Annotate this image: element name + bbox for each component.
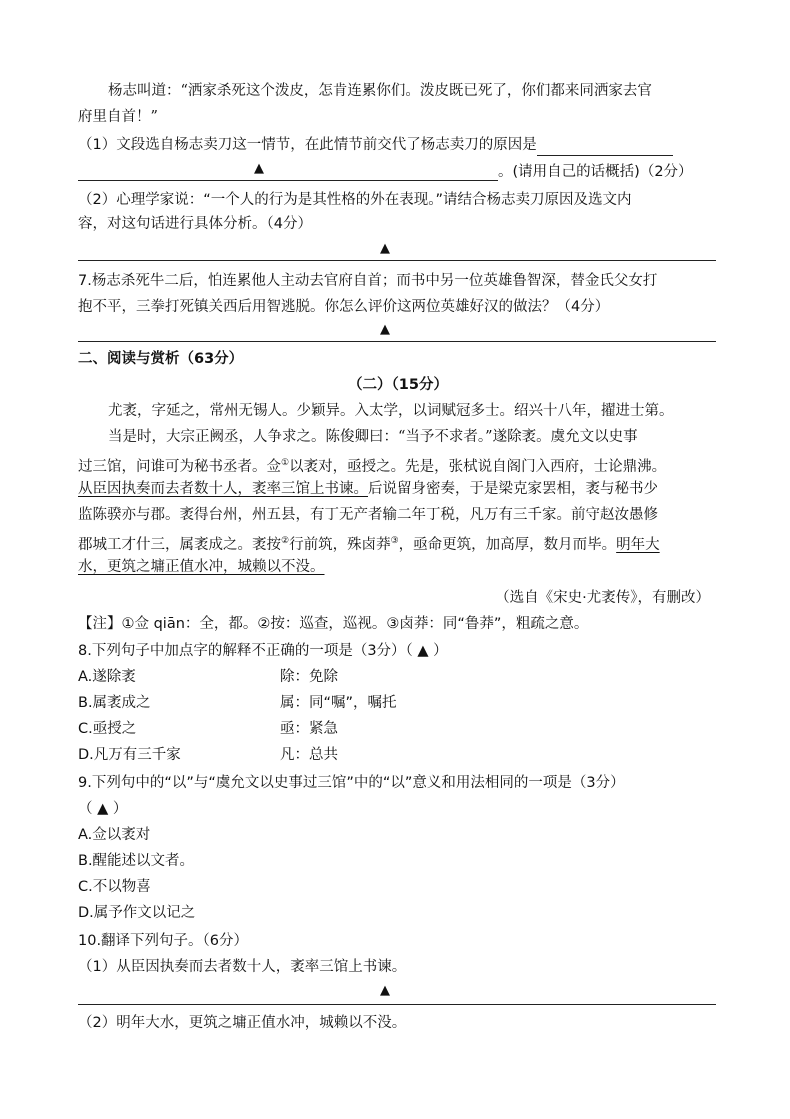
- underlined-sentence-2-cont: 水，更筑之墉正值水冲，城赖以不没。: [78, 559, 325, 575]
- q6-part1-tail: 。(请用自己的话概括)（2分）: [498, 164, 693, 180]
- passage-line-4: [78, 478, 718, 500]
- note-mark: ①: [281, 458, 290, 468]
- q8-option-c[interactable]: [78, 718, 718, 740]
- answer-line[interactable]: [78, 1004, 716, 1005]
- note-mark: ②: [281, 536, 290, 546]
- triangle-mark: ▲: [254, 161, 264, 176]
- option-text: C.亟授之: [78, 721, 137, 737]
- answer-line[interactable]: [78, 260, 716, 261]
- option-text: D.凡万有三千家: [78, 747, 181, 763]
- passage-text: 郡城工才什三，属袤成之。袤按: [78, 536, 281, 553]
- underlined-sentence-1: 从臣因执奏而去者数十人，袤率三馆上书谏。: [78, 481, 368, 497]
- passage-line-1: 尤袤，字延之，常州无锡人。少颖异。入太学，以词赋冠多士。绍兴十八年，擢进士第。: [108, 403, 674, 419]
- q9-option-c[interactable]: C.不以物喜: [78, 879, 151, 895]
- q8-stem: 8.下列句子中加点字的解释不正确的一项是（3分）（ ▲ ）: [78, 643, 448, 659]
- passage-line-7: [78, 556, 718, 578]
- q9-option-d[interactable]: D.属予作文以记之: [78, 905, 196, 921]
- q7-line2: 抱不平，三拳打死镇关西后用智逃脱。你怎么评价这两位英雄好汉的做法？（4分）: [78, 299, 610, 315]
- option-text: B.属袤成之: [78, 695, 151, 711]
- note-mark: ③: [390, 536, 399, 546]
- option-explanation: 凡：总共: [280, 747, 338, 763]
- passage-text: ，亟命更筑，加高厚，数月而毕。: [398, 536, 617, 553]
- answer-line[interactable]: [78, 180, 498, 181]
- passage-line-5: 监陈骙亦与郡。袤得台州，州五县，有丁无产者输二年丁税，凡万有三千家。前守赵汝愚修: [78, 507, 658, 523]
- annotation-notes: 【注】①佥 qiān：全，都。②按：巡查，巡视。③卤莽：同“鲁莽”，粗疏之意。: [78, 616, 589, 632]
- q8-option-d[interactable]: [78, 744, 718, 766]
- top-line-1: 杨志叫道：“洒家杀死这个泼皮，怎肯连累你们。泼皮既已死了，你们都来同洒家去官: [108, 83, 652, 99]
- option-explanation: 亟：紧急: [280, 721, 338, 737]
- passage-text: 行前筑，殊卤莽: [289, 536, 391, 553]
- triangle-mark: ▲: [380, 322, 390, 337]
- q9-option-a[interactable]: A.佥以袤对: [78, 827, 151, 843]
- passage-line-2: 当是时，大宗正阙丞，人争求之。陈俊卿曰：“当予不求者。”遂除袤。虞允文以史事: [108, 429, 638, 445]
- triangle-mark: ▲: [380, 241, 390, 256]
- passage-source: （选自《宋史·尤袤传》，有删改）: [495, 590, 710, 606]
- passage-line-6: [78, 530, 718, 556]
- q6-part1-text: （1）文段选自杨志卖刀这一情节，在此情节前交代了杨志卖刀的原因是: [78, 137, 537, 153]
- q9-option-b[interactable]: B.醒能述以文者。: [78, 853, 195, 869]
- underlined-sentence-2: 明年大: [616, 536, 660, 553]
- answer-blank[interactable]: [537, 137, 673, 156]
- passage-text: 后说留身密奏，于是梁克家罢相，袤与秘书少: [368, 481, 658, 497]
- q7-line1: 7.杨志杀死牛二后，怕连累他人主动去官府自首；而书中另一位英雄鲁智深，替金氏父女打: [78, 273, 658, 289]
- passage-line-3: [78, 452, 718, 478]
- q9-answer-paren[interactable]: （ ▲ ）: [78, 801, 128, 817]
- q10-stem: 10.翻译下列句子。（6分）: [78, 933, 249, 949]
- q6-part2-line2: 容，对这句话进行具体分析。（4分）: [78, 216, 312, 232]
- passage-text: 过三馆，问谁可为秘书丞者。佥: [78, 458, 281, 475]
- top-line-2: 府里自首！”: [78, 109, 158, 125]
- q9-stem: 9.下列句中的“以”与“虞允文以史事过三馆”中的“以”意义和用法相同的一项是（3分）: [78, 775, 625, 791]
- q10-part1: （1）从臣因执奏而去者数十人，袤率三馆上书谏。: [78, 959, 407, 975]
- section-title: 二、阅读与赏析（63分）: [78, 351, 244, 367]
- q6-part1: [78, 134, 718, 156]
- option-explanation: 除：免除: [280, 669, 338, 685]
- section-subtitle: （二）（15分）: [348, 377, 448, 393]
- q6-part2-line1: （2）心理学家说：“一个人的行为是其性格的外在表现。”请结合杨志卖刀原因及选文内: [78, 192, 632, 208]
- answer-line[interactable]: [78, 341, 716, 342]
- passage-text: 以袤对，亟授之。先是，张栻说自阁门入西府，士论鼎沸。: [289, 458, 667, 475]
- q10-part2: （2）明年大水，更筑之墉正值水冲，城赖以不没。: [78, 1015, 407, 1031]
- option-text: A.遂除袤: [78, 669, 136, 685]
- q8-option-a[interactable]: [78, 666, 718, 688]
- q8-option-b[interactable]: [78, 692, 718, 714]
- option-explanation: 属：同“嘱”，嘱托: [280, 695, 397, 711]
- triangle-mark: ▲: [380, 983, 390, 998]
